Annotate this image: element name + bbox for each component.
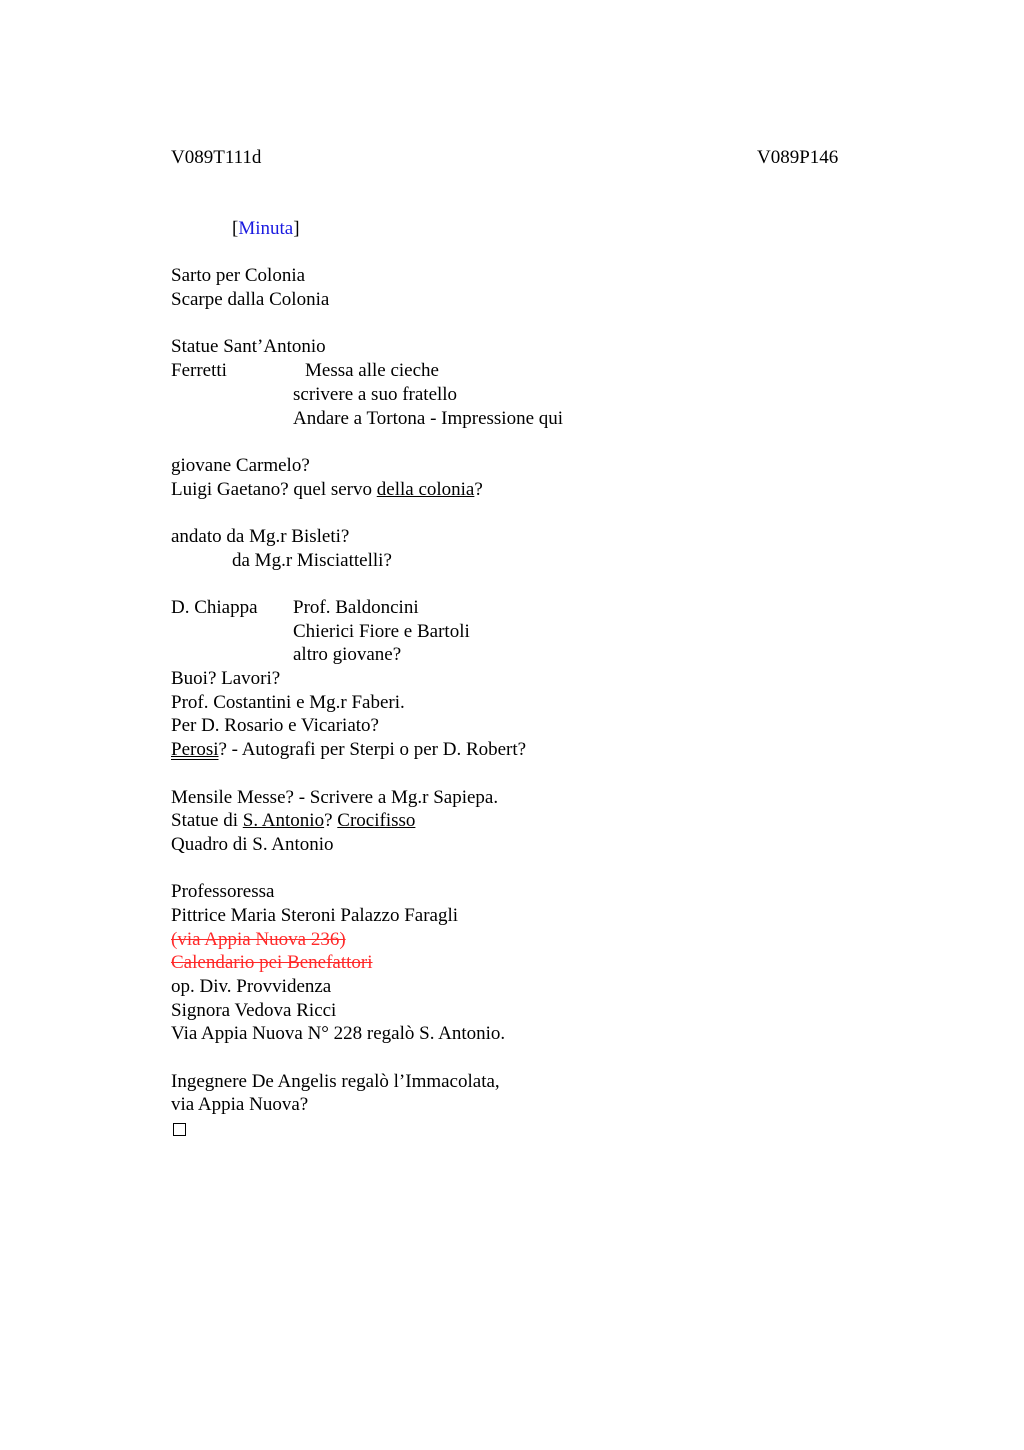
text-line: Scarpe dalla Colonia — [171, 289, 330, 311]
text-name: D. Chiappa — [171, 597, 258, 618]
text-line: Pittrice Maria Steroni Palazzo Faragli — [171, 904, 459, 926]
text-line: Quadro di S. Antonio — [171, 833, 334, 855]
text-line: altro giovane? — [293, 644, 402, 666]
underlined-text: Crocifisso — [337, 810, 416, 832]
text-segment: ? - Autografi per Sterpi o per D. Robert? — [218, 739, 527, 761]
spacer — [171, 762, 871, 786]
text-line: Ingegnere De Angelis regalò l’Immacolata, — [171, 1070, 500, 1092]
deleted-text-line: (via Appia Nuova 236) — [171, 928, 346, 950]
double-underlined-text: Perosi — [171, 739, 219, 761]
end-marker — [171, 1117, 871, 1141]
text-line: Professoressa — [171, 881, 275, 903]
spacer — [171, 312, 871, 336]
text-line: giovane Carmelo? — [171, 454, 310, 476]
text-line: Via Appia Nuova N° 228 regalò S. Antonio. — [171, 1023, 506, 1045]
document-body — [171, 217, 871, 1141]
spacer — [171, 572, 871, 596]
text-segment: ? — [324, 810, 338, 832]
text-segment: Statue di — [171, 810, 243, 832]
text-line: Prof. Costantini e Mg.r Faberi. — [171, 691, 405, 713]
spacer — [171, 430, 871, 454]
text-line: op. Div. Provvidenza — [171, 976, 332, 997]
deleted-text-line: Calendario pei Benefattori — [171, 952, 373, 974]
spacer — [171, 241, 871, 265]
text-note: Messa alle cieche — [305, 360, 439, 382]
text-line — [171, 738, 871, 762]
document-code-right: V089P146 — [757, 147, 839, 168]
text-line — [171, 478, 871, 502]
text-line — [171, 809, 871, 833]
text-line: Signora Vedova Ricci — [171, 999, 337, 1021]
text-line: Statue Sant’Antonio — [171, 336, 326, 358]
text-name: Ferretti — [171, 360, 227, 382]
spacer — [171, 501, 871, 525]
text-line: Mensile Messe? - Scrivere a Mg.r Sapiepa. — [171, 786, 499, 808]
text-line: andato da Mg.r Bisleti? — [171, 525, 350, 547]
underlined-text: S. Antonio — [242, 810, 325, 832]
spacer — [171, 1046, 871, 1070]
spacer — [171, 857, 871, 881]
text-segment: ? — [474, 478, 483, 500]
text-line: via Appia Nuova? — [171, 1094, 309, 1116]
minuta-heading — [171, 217, 871, 241]
minuta-open-bracket: [ — [232, 218, 239, 239]
text-line: Buoi? Lavori? — [171, 668, 281, 690]
text-line: scrivere a suo fratello — [293, 383, 458, 405]
text-line: Andare a Tortona - Impressione qui — [293, 407, 564, 429]
text-line: Per D. Rosario e Vicariato? — [171, 715, 379, 737]
underlined-text: della colonia — [376, 478, 475, 500]
text-line: Sarto per Colonia — [171, 265, 306, 287]
minuta-label: Minuta — [238, 218, 294, 239]
text-line — [171, 596, 871, 620]
text-line: Chierici Fiore e Bartoli — [293, 620, 470, 642]
text-segment: Luigi Gaetano? quel servo — [171, 478, 377, 500]
square-box-icon — [173, 1123, 186, 1136]
text-line — [171, 359, 871, 383]
minuta-close-bracket: ] — [293, 218, 300, 239]
text-note: Prof. Baldoncini — [293, 597, 419, 618]
document-code-left: V089T111d — [171, 147, 262, 168]
text-line: da Mg.r Misciattelli? — [232, 549, 392, 571]
